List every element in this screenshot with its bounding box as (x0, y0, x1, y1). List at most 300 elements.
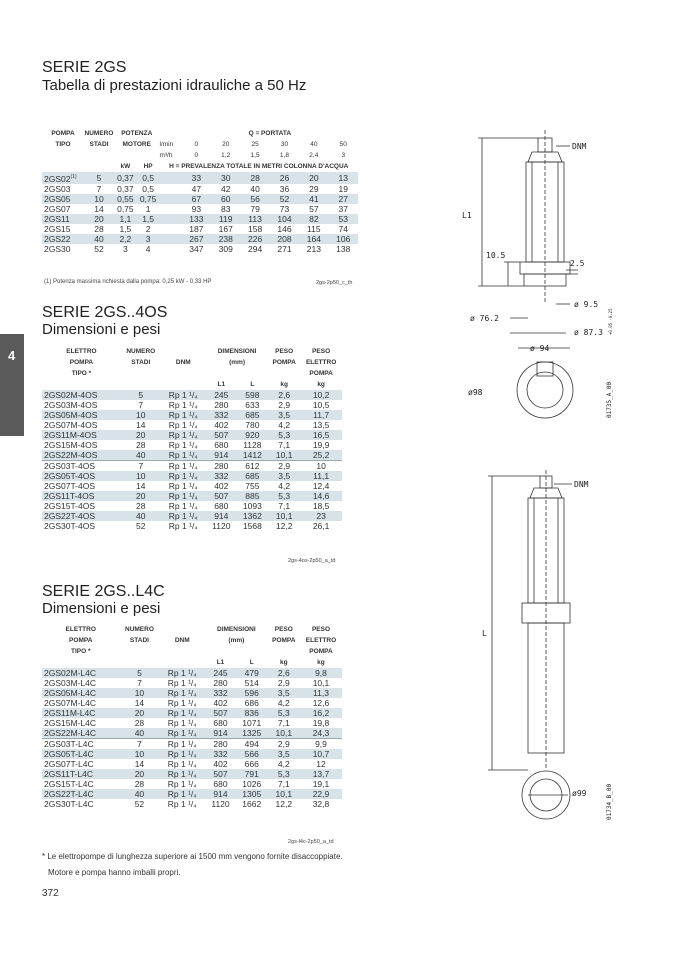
table-row (42, 511, 342, 521)
cell: 3,5 (268, 471, 300, 481)
cell: 2,6 (268, 668, 300, 678)
hdr-elettro: ELETTRO (65, 626, 96, 633)
cell: Rp 1 ¹/₄ (159, 749, 205, 759)
spacer (159, 214, 181, 224)
cell: 32,8 (312, 799, 330, 809)
cell: 10,1 (268, 511, 300, 521)
cell: 479 (236, 668, 268, 678)
cell: 3,5 (268, 749, 300, 759)
pump-type: 2GS07M-4OS (44, 420, 98, 430)
cell: 14 (134, 698, 145, 708)
cell: 10,1 (312, 678, 330, 688)
cell: 2,9 (278, 400, 291, 410)
cell: 7 (138, 400, 144, 410)
cell: 4,2 (277, 759, 290, 769)
cell: Rp 1 ¹/₄ (167, 678, 197, 688)
hdr-hp: HP (143, 163, 153, 170)
cell: 238 (211, 234, 240, 244)
pump-type: 2GS15M-L4C (44, 718, 96, 728)
cell: 20 (121, 430, 161, 440)
hdr-kg: kg (280, 381, 288, 388)
table-row (42, 769, 342, 779)
table-row (42, 204, 358, 214)
cell: 67 (182, 194, 211, 204)
cell: 28 (136, 440, 146, 450)
cell: 52 (134, 799, 145, 809)
cell: 113 (240, 214, 269, 224)
cell: 0,37 (117, 183, 134, 194)
cell: 2,2 (114, 234, 137, 244)
pump-type: 2GS05T-L4C (42, 749, 119, 759)
cell: 836 (236, 708, 268, 718)
cell: 40 (119, 789, 159, 799)
dimensions-table-4os (42, 346, 342, 531)
hdr-l1: L1 (216, 659, 225, 666)
hdr-peso-pompa: POMPA (272, 637, 296, 644)
cell: 5 (119, 668, 159, 678)
pump-type-text: 2GS02 (44, 173, 71, 184)
hdr-kg: kg (279, 659, 288, 666)
l1-label: L1 (462, 211, 472, 220)
spacer (159, 244, 181, 254)
pump-type (42, 172, 84, 184)
cell: 332 (205, 688, 236, 698)
cell: 7 (137, 678, 142, 688)
cell: Rp 1 ¹/₄ (159, 688, 205, 698)
table-row (42, 430, 342, 440)
hdr-motore: MOTORE (122, 141, 151, 148)
flow-m3h-5: 3 (341, 152, 346, 159)
cell: 79 (250, 203, 260, 214)
cell: 7,1 (277, 779, 290, 789)
cell: 920 (237, 430, 269, 440)
cell: 10,2 (300, 390, 342, 400)
cell: 158 (247, 223, 263, 234)
cell: 332 (206, 471, 237, 481)
cell: 82 (299, 214, 328, 224)
hdr-stadi: STADI (129, 637, 149, 644)
cell: 3 (137, 234, 160, 244)
dim-10-5: 10.5 (486, 251, 506, 260)
cell: 0,55 (114, 194, 137, 204)
cell: Rp 1 ¹/₄ (159, 668, 205, 678)
l-label: L (482, 629, 487, 638)
pump-type: 2GS15 (44, 223, 71, 234)
flow-lmin-0: 0 (194, 141, 199, 148)
table-row (42, 501, 342, 511)
section1-title: SERIE 2GS (42, 59, 127, 76)
flow-m3h-3: 1,8 (279, 152, 289, 159)
cell: 280 (214, 400, 229, 410)
flow-m3h-2: 1,5 (250, 152, 260, 159)
hdr-dimensioni: DIMENSIONI (217, 626, 256, 633)
hdr-numero: NUMERO (84, 130, 114, 137)
table-row (42, 728, 342, 739)
cell: 1412 (237, 450, 269, 461)
cell: Rp 1 ¹/₄ (167, 799, 197, 809)
cell: 885 (237, 491, 269, 501)
cell: 5,3 (268, 491, 300, 501)
spacer (159, 204, 181, 214)
cell: Rp 1 ¹/₄ (159, 789, 205, 799)
hdr-tipo: TIPO * (71, 370, 92, 377)
cell: 294 (247, 243, 263, 254)
hdr-kg-2: kg (317, 381, 325, 388)
cell: 245 (206, 390, 237, 400)
dnm-label: DNM (572, 142, 587, 151)
table-row (42, 224, 358, 234)
cell: 20 (299, 172, 328, 184)
cell: Rp 1 ¹/₄ (168, 521, 198, 531)
dim-9-5: ø 9.5 (574, 300, 599, 309)
cell: 10 (121, 471, 161, 481)
cell: 2 (145, 223, 151, 234)
cell: 213 (306, 243, 321, 254)
hdr-stadi: STADI (89, 141, 109, 148)
table-row (42, 461, 342, 472)
cell: 226 (240, 234, 269, 244)
hdr-dnm: DNM (175, 359, 191, 366)
cell: 7,1 (278, 440, 291, 450)
cell: 280 (206, 461, 237, 472)
cell: 680 (213, 718, 228, 728)
cell: 27 (329, 194, 358, 204)
cell: 29 (309, 183, 319, 194)
cell: 53 (329, 214, 358, 224)
cell: 40 (250, 183, 260, 194)
table-row (42, 759, 342, 769)
pump-type: 2GS15T-4OS (44, 501, 96, 511)
cell: 2,6 (268, 390, 300, 400)
flow-m3h-4: 2,4 (309, 152, 319, 159)
hdr-stadi: STADI (131, 359, 151, 366)
cell: 28 (94, 223, 104, 234)
cell: 10,7 (300, 749, 342, 759)
pump-type: 2GS02M-L4C (42, 668, 119, 678)
cell: Rp 1 ¹/₄ (161, 410, 206, 420)
cell: 1026 (242, 779, 262, 789)
hdr-kg-2: kg (317, 659, 325, 666)
cell: 680 (214, 501, 229, 511)
cell: 13,5 (312, 420, 330, 430)
flow-lmin-1: 20 (222, 141, 230, 148)
hdr-pompa: POMPA (51, 130, 75, 137)
cell: 612 (237, 461, 269, 472)
cell: 106 (329, 234, 358, 244)
cell: 11,1 (300, 471, 342, 481)
cell: 20 (84, 214, 114, 224)
section3-title: SERIE 2GS..L4C (42, 583, 165, 600)
cell: 20 (119, 708, 159, 718)
table-row (42, 400, 342, 410)
dim-76-2: ø 76.2 (470, 314, 499, 323)
table3-ref: 2gs-l4c-2p50_a_td (288, 839, 334, 845)
hdr-numero: NUMERO (126, 348, 156, 355)
spacer (159, 184, 181, 194)
hdr-l1: L1 (217, 381, 226, 388)
table-row (42, 410, 342, 420)
cell: 332 (206, 410, 237, 420)
table-row (42, 678, 342, 688)
table-row (42, 184, 358, 194)
cell: 20 (119, 769, 159, 779)
cell: 40 (121, 450, 161, 461)
pump-type: 2GS30 (44, 243, 71, 254)
hdr-q-portata: Q = PORTATA (248, 130, 292, 137)
cell: 2,9 (268, 461, 300, 472)
cell: 1093 (242, 501, 262, 511)
table-row (42, 440, 342, 450)
cell: 685 (237, 410, 269, 420)
dim-99: ø99 (572, 789, 587, 798)
cell: 5,3 (268, 708, 300, 718)
pump-type: 2GS05M-L4C (42, 688, 119, 698)
dimensions-table-l4c (42, 624, 342, 809)
cell: 19,8 (312, 718, 330, 728)
cell: 2,9 (277, 678, 290, 688)
table-row (42, 521, 342, 531)
table-row (42, 688, 342, 698)
cell: 19,9 (312, 440, 330, 450)
cell: 2,9 (268, 739, 300, 750)
cell: 40 (119, 728, 159, 739)
cell: 10,1 (268, 789, 300, 799)
cell: Rp 1 ¹/₄ (161, 471, 206, 481)
cell: 0,5 (142, 183, 155, 194)
cell: 507 (205, 708, 236, 718)
cell: 13,7 (300, 769, 342, 779)
cell: 685 (237, 471, 269, 481)
pump-type: 2GS11M-4OS (42, 430, 121, 440)
cell: 10 (119, 688, 159, 698)
pump-drawing-4os (448, 128, 620, 428)
cell: 3,5 (268, 410, 300, 420)
cell: Rp 1 ¹/₄ (168, 501, 198, 511)
page-number: 372 (42, 888, 59, 899)
cell: 9,8 (300, 668, 342, 678)
pump-type: 2GS30T-L4C (44, 799, 94, 809)
cell: 494 (236, 739, 268, 750)
table-row (42, 789, 342, 799)
pump-type: 2GS11M-L4C (42, 708, 119, 718)
pump-type: 2GS03M-L4C (44, 678, 96, 688)
table-row (42, 698, 342, 708)
cell: 26,1 (312, 521, 330, 531)
cell: 5 (84, 172, 114, 184)
dim-87-3: ø 87.3 (574, 328, 603, 337)
cell: 598 (237, 390, 269, 400)
pump-type: 2GS02M-4OS (42, 390, 121, 400)
cell: 1,5 (119, 223, 132, 234)
table-row (42, 749, 342, 759)
cell: 280 (205, 739, 236, 750)
cell: 245 (205, 668, 236, 678)
cell: 74 (338, 223, 348, 234)
cell: 4 (145, 243, 151, 254)
dim-2-5: 2.5 (570, 259, 585, 268)
cell: 1305 (236, 789, 268, 799)
cell: 507 (205, 769, 236, 779)
hdr-pompa: POMPA (69, 637, 93, 644)
cell: 18,5 (312, 501, 330, 511)
cell: 28 (240, 172, 269, 184)
cell: 666 (244, 759, 259, 769)
cell: 119 (211, 214, 240, 224)
cell: 12,2 (275, 799, 293, 809)
cell: 14 (136, 481, 146, 491)
cell: 332 (205, 749, 236, 759)
cell: 280 (213, 678, 228, 688)
cell: 347 (189, 243, 204, 254)
hdr-tipo: TIPO (55, 141, 71, 148)
pump-drawing-l4c (448, 470, 620, 830)
drawing2-code: 01734_B_00 (606, 783, 613, 820)
hdr-mm: (mm) (229, 359, 245, 366)
cell: 0,75 (137, 194, 160, 204)
hdr-prevalenza: H = PREVALENZA TOTALE IN METRI COLONNA D'ACQUA (169, 163, 349, 170)
cell: 138 (336, 243, 351, 254)
flow-lmin-3: 30 (280, 141, 289, 148)
cell: 40 (121, 511, 161, 521)
cell: Rp 1 ¹/₄ (167, 759, 197, 769)
spacer (159, 234, 181, 244)
cell: 402 (214, 420, 229, 430)
cell: 309 (218, 243, 233, 254)
cell: 33 (182, 172, 211, 184)
cell: 24,3 (300, 728, 342, 739)
cell: 5 (121, 390, 161, 400)
cell: 19 (338, 183, 348, 194)
table-row (42, 779, 342, 789)
cell: 16,5 (300, 430, 342, 440)
cell: 514 (244, 678, 259, 688)
pump-type: 2GS05 (42, 194, 84, 204)
pump-type: 2GS22T-L4C (42, 789, 119, 799)
cell: 402 (213, 698, 228, 708)
pump-type: 2GS03 (44, 183, 71, 194)
cell: 73 (279, 203, 290, 214)
pump-type: 2GS11 (42, 214, 84, 224)
cell: 10 (121, 410, 161, 420)
dim-94: ø 94 (530, 344, 550, 353)
table-row (42, 244, 358, 254)
table-row (42, 481, 342, 491)
table-row (42, 718, 342, 728)
cell: 10,1 (268, 450, 300, 461)
cell: 402 (214, 481, 229, 491)
cell: 0,37 (114, 172, 137, 184)
cell: 36 (279, 183, 290, 194)
footnote-2: Motore e pompa hanno imballi propri. (48, 868, 181, 877)
footnote-marker: (1) (70, 174, 77, 180)
table-row (42, 739, 342, 750)
table-row (42, 471, 342, 481)
hdr-peso: PESO (275, 348, 294, 355)
cell: 22,9 (300, 789, 342, 799)
cell: Rp 1 ¹/₄ (161, 461, 206, 472)
cell: 7 (96, 183, 102, 194)
cell: 680 (214, 440, 229, 450)
cell: 1325 (236, 728, 268, 739)
table-row (42, 390, 342, 400)
cell: 10,1 (268, 728, 300, 739)
cell: 914 (205, 789, 236, 799)
cell: 1071 (242, 718, 262, 728)
cell: Rp 1 ¹/₄ (167, 718, 197, 728)
cell: 7,1 (278, 501, 291, 511)
pump-type: 2GS22M-4OS (42, 450, 121, 461)
cell: 10 (119, 749, 159, 759)
cell: 37 (338, 203, 348, 214)
spacer (159, 194, 181, 204)
hdr-elettro: ELETTRO (66, 348, 97, 355)
cell: Rp 1 ¹/₄ (167, 698, 197, 708)
cell: 14 (94, 203, 104, 214)
dim-87-3-tolerance: +0.05 -0.25 (608, 308, 613, 335)
spacer (159, 172, 181, 184)
cell: 402 (213, 759, 228, 769)
table-row (42, 420, 342, 430)
dim-98: ø98 (468, 388, 483, 397)
hdr-m3h: m³/h (159, 152, 173, 159)
cell: 47 (191, 183, 202, 194)
pump-type: 2GS03M-4OS (44, 400, 98, 410)
chapter-tab (0, 334, 24, 436)
hdr-elettro-2: ELETTRO (305, 359, 337, 366)
table-row (42, 234, 358, 244)
pump-type: 2GS03T-L4C (42, 739, 119, 750)
cell: 41 (299, 194, 328, 204)
cell: 1 (145, 203, 151, 214)
cell: 914 (205, 728, 236, 739)
pump-type: 2GS22 (42, 234, 84, 244)
cell: 7,1 (277, 718, 290, 728)
hdr-kw: kW (120, 163, 131, 170)
hdr-peso: PESO (274, 626, 293, 633)
cell: 208 (270, 234, 299, 244)
cell: 1,5 (137, 214, 160, 224)
table-row (42, 172, 358, 184)
table2-ref: 2gs-4os-2p50_a_td (288, 558, 336, 564)
hdr-lmin: l/min (159, 141, 174, 148)
cell: Rp 1 ¹/₄ (167, 779, 197, 789)
cell: 12,2 (275, 521, 293, 531)
section2-subtitle: Dimensioni e pesi (42, 321, 161, 338)
pump-type: 2GS30T-4OS (44, 521, 96, 531)
dnm-label-2: DNM (574, 480, 589, 489)
cell: 914 (206, 511, 237, 521)
cell: 104 (270, 214, 299, 224)
cell: 7 (121, 461, 161, 472)
cell: 30 (211, 172, 240, 184)
cell: 57 (309, 203, 319, 214)
pump-type: 2GS07M-L4C (44, 698, 96, 708)
hdr-peso-pompa: POMPA (272, 359, 296, 366)
cell: 93 (191, 203, 202, 214)
cell: 267 (182, 234, 211, 244)
cell: 56 (240, 194, 269, 204)
hdr-dnm: DNM (174, 637, 190, 644)
cell: Rp 1 ¹/₄ (161, 491, 206, 501)
cell: 4,2 (278, 420, 291, 430)
table1-ref: 2gs-2p50_c_th (316, 280, 353, 286)
cell: 28 (134, 779, 145, 789)
flow-m3h-1: 1,2 (221, 152, 231, 159)
cell: 52 (270, 194, 299, 204)
cell: 115 (307, 223, 321, 234)
footnote-1: * Le elettropompe di lunghezza superiore ai 1500 mm vengono fornite disaccoppiate. (42, 852, 343, 861)
cell: Rp 1 ¹/₄ (168, 420, 198, 430)
